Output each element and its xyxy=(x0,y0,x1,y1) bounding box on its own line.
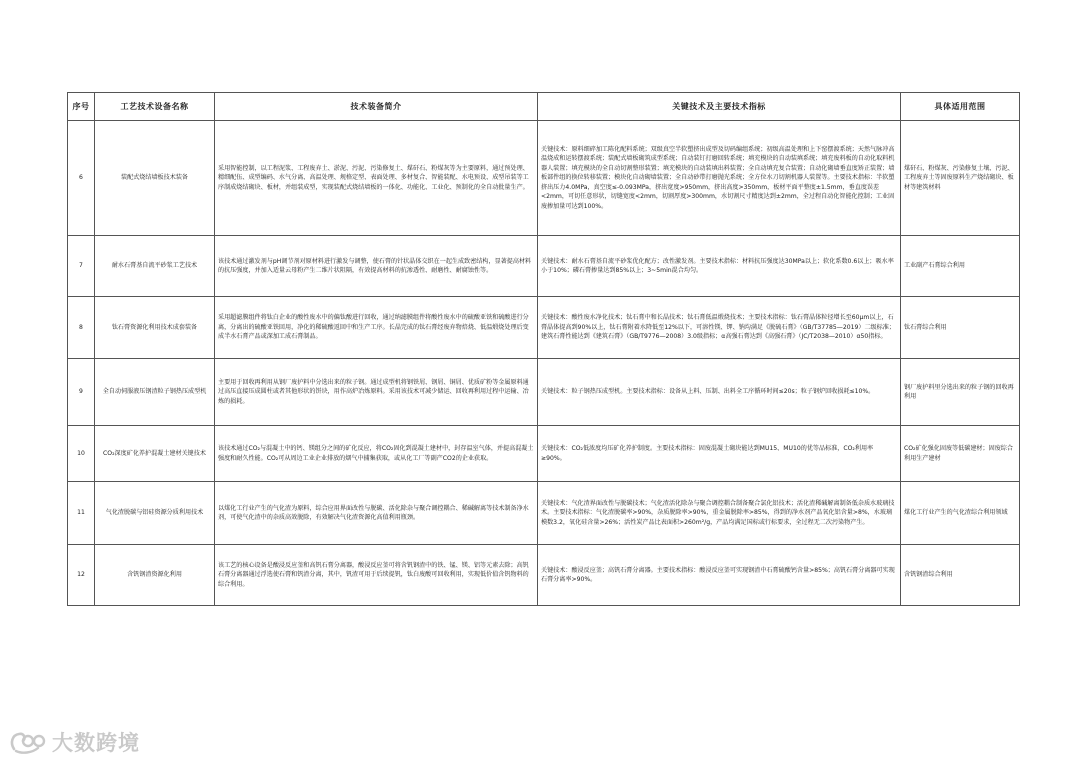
row-num: 7 xyxy=(68,236,95,297)
row-scope: 钢厂废护料里分选出来的粒子钢的回收再利用 xyxy=(901,359,1020,426)
row-key: 关键技术：气化渣界面改性与脱碳技术；气化渣活化除杂与聚合调控耦合制备聚合氯化铝技术；活化渣稀碱解离制备低杂质水玻璃技术。主要技术指标：气化渣脱碳率>90%，杂质脱除率>90%，重金属脱除率>85%，得到的净水剂产品氧化铝含量>8%，水玻璃模数3.2，氧化硅含量>26%；活性炭产品比表面积>260m²/g，产品均满足国标或行标要求，全过程无二次污染物产生。 xyxy=(538,482,901,545)
table-row xyxy=(68,121,1020,236)
row-scope: 煤矸石、粉煤灰、污染修复土壤、污泥、工程废弃土等固废原料生产烧结砌块、板材等建筑材料 xyxy=(901,121,1020,236)
row-key: 关键技术：酸浸反应釜；高钒石膏分离器。主要技术指标：酸浸反应釜可实现钢渣中石膏硫酸钙含量>85%；高钒石膏分离器可实现石膏分离率>90%。 xyxy=(538,545,901,606)
row-key: 关键技术：CO₂低浓度均压矿化养护制度。主要技术指标：固废混凝土砌块能达到MU15、MU10的优等品标准，CO₂利用率≥90%。 xyxy=(538,426,901,482)
row-num: 12 xyxy=(68,545,95,606)
row-num: 8 xyxy=(68,297,95,359)
row-desc: 该技术通过激发剂与pH调节剂对原材料进行激发与调整，使石膏的针状晶体交织在一起生成致密结构，显著提高材料的抗压强度，并加入适量云母粉产生二维片状阻隔，有效提高材料的抗渗透性、耐磨性、耐腐蚀性等。 xyxy=(215,236,538,297)
header-scope: 具体适用范围 xyxy=(901,93,1020,121)
watermark xyxy=(8,727,140,757)
row-key: 关键技术：粒子钢热压成型机。主要技术指标：设备从上料、压制、出料全工序循环时间≤20s；粒子钢炉回收损耗≤10%。 xyxy=(538,359,901,426)
table-row xyxy=(68,545,1020,606)
row-name: 全自动伺服液压钢渣粒子钢热压成型机 xyxy=(95,359,215,426)
row-scope: CO₂矿化强化固废等低碳建材；固废综合利用生产建材 xyxy=(901,426,1020,482)
row-num: 11 xyxy=(68,482,95,545)
row-scope: 含钒钢渣综合利用 xyxy=(901,545,1020,606)
row-key: 关键技术：酸性废水净化技术；钛石膏中和长晶技术；钛石膏低温煅烧技术；主要技术指标：钛石膏晶体粒径增长至60μm以上，石膏晶体提高到90%以上，钛石膏附着水降低至12%以下，可溶性镁、钾、钠均满足《脱硫石膏》（GB/T37785—2019）二级标准；建筑石膏性能达到《建筑石膏》（GB/T9776—2008）3.0级指标；α高强石膏达到《高强石膏》（JC/T2038—2010）α50指标。 xyxy=(538,297,901,359)
row-num: 6 xyxy=(68,121,95,236)
header-key: 关键技术及主要技术指标 xyxy=(538,93,901,121)
row-desc: 该工艺的核心设备是酸浸反应釜和高钒石膏分离器，酸浸反应釜可将含钒钢渣中的铁、锰、镁、铝等元素去除；高钒石膏分离器通过浮选使石膏和钒渣分离，其中，钒渣可用于后续提钒，钛白废酸可回收利用，实现低价值含钒物料的综合利用。 xyxy=(215,545,538,606)
row-key: 关键技术：耐水石膏基自流平砂浆优化配方；改性激发剂。主要技术指标：材料抗压强度达30MPa以上；软化系数0.6以上；吸水率小于10%；磷石膏掺量达到85%以上；3~5min混合均匀。 xyxy=(538,236,901,297)
watermark-text: 大数跨境 xyxy=(52,731,140,755)
row-scope: 工业副产石膏综合利用 xyxy=(901,236,1020,297)
row-name: CO₂深度矿化养护混凝土建材关键技术 xyxy=(95,426,215,482)
row-name: 耐水石膏基自流平砂浆工艺技术 xyxy=(95,236,215,297)
tech-equipment-table xyxy=(67,92,1020,606)
header-name: 工艺技术设备名称 xyxy=(95,93,215,121)
row-num: 10 xyxy=(68,426,95,482)
row-desc: 采用智能控制，以工程泥浆、工程废弃土、淤泥、污泥、污染修复土、煤矸石、粉煤灰等为主要原料，通过预处理、精细配伍、成型编码、水气分离、高温处理、规格定型、表面处理、多材复合、智能装配、水电预设、成型吊装等工序制成烧结砌块、板材，并组装成型，实现装配式烧结墙板的一体化、功能化、工业化、预制化的全自动批量生产。 xyxy=(215,121,538,236)
header-desc: 技术装备简介 xyxy=(215,93,538,121)
row-desc: 主要用于回收再利用从钢厂废护料中分选出来的粒子钢。通过成型机将钢铁屑、钢屑、铜屑、优质矿粉等金属原料通过高压直接压成圆柱或者其他形状的饼块，用作高炉冶炼原料。采用该技术可减少储运、回收再利用过程中运输、冶炼的损耗。 xyxy=(215,359,538,426)
table-row xyxy=(68,236,1020,297)
table-row xyxy=(68,482,1020,545)
table-row xyxy=(68,426,1020,482)
row-name: 气化渣脱碳与铝硅资源分质利用技术 xyxy=(95,482,215,545)
row-scope: 钛石膏综合利用 xyxy=(901,297,1020,359)
row-desc: 采用超滤膜组件将钛白企业的酸性废水中的偏钛酸进行回收，通过纳滤膜组件将酸性废水中的硫酸亚铁和硫酸进行分离，分离出的硫酸亚铁回用，净化的稀硫酸返回中和生产工序。长晶完成的钛石膏经废弃物焙烧、低温煅烧处理后变成半水石膏产品或深加工成石膏制品。 xyxy=(215,297,538,359)
row-scope: 煤化工行业产生的气化渣综合利用领域 xyxy=(901,482,1020,545)
row-num: 9 xyxy=(68,359,95,426)
table-header-row xyxy=(68,93,1020,121)
row-name: 钛石膏资源化利用技术成套装备 xyxy=(95,297,215,359)
table-row xyxy=(68,359,1020,426)
header-num: 序号 xyxy=(68,93,95,121)
row-desc: 该技术通过CO₂与混凝土中的钙、镁组分之间的矿化反应，将CO₂固化到混凝土建材中，封存温室气体，并提高混凝土强度和耐久性能。CO₂可从周边工业企业排放的烟气中捕集获取，或从化工厂等副产CO2的企业获取。 xyxy=(215,426,538,482)
row-desc: 以煤化工行业产生的气化渣为原料，综合应用界面改性与脱碳、活化除杂与聚合调控耦合、稀碱解离等技术制备净水剂，可使气化渣中的杂质高效脱除，有效解决气化渣资源化高值利用瓶颈。 xyxy=(215,482,538,545)
table-row xyxy=(68,297,1020,359)
row-key: 关键技术：原料细碎加工陈化配料系统；双级真空半软塑挤出成型及切码编组系统；初级高温处理和上下窑摆渡系统；天然气脉冲高温烧成和运转摆渡系统；装配式墙板砌筑成型系统；自动装钉打磨回转系统；填充模块的自动装填系统；填充废料板的自动化取料机器人装置；填充模块的全自动切割整形装置；填充模块的自动装填出料装置；全自动填充复合装置；自动化砌墙垂直度矫正装置；墙板部件组的换位转移装置；模块化自动砌墙装置；全自动砂带打磨抛光系统；全方位水刀切割机器人装置等。主要技术指标：半软塑挤出压力4.0MPa，真空度≤-0.093MPa，挤出宽度>950mm，挤出高度>350mm，板材平面平整度±1.5mm，垂直度误差<2mm，可切任意形状，切缝宽度<2mm，切割厚度>300mm，水切割尺寸精度达到±2mm，全过程自动化智能化控制；工业固废掺加量可达到100%。 xyxy=(538,121,901,236)
row-name: 装配式烧结墙板技术装备 xyxy=(95,121,215,236)
row-name: 含钒钢渣资源化利用 xyxy=(95,545,215,606)
circle-logo-icon xyxy=(8,729,48,755)
